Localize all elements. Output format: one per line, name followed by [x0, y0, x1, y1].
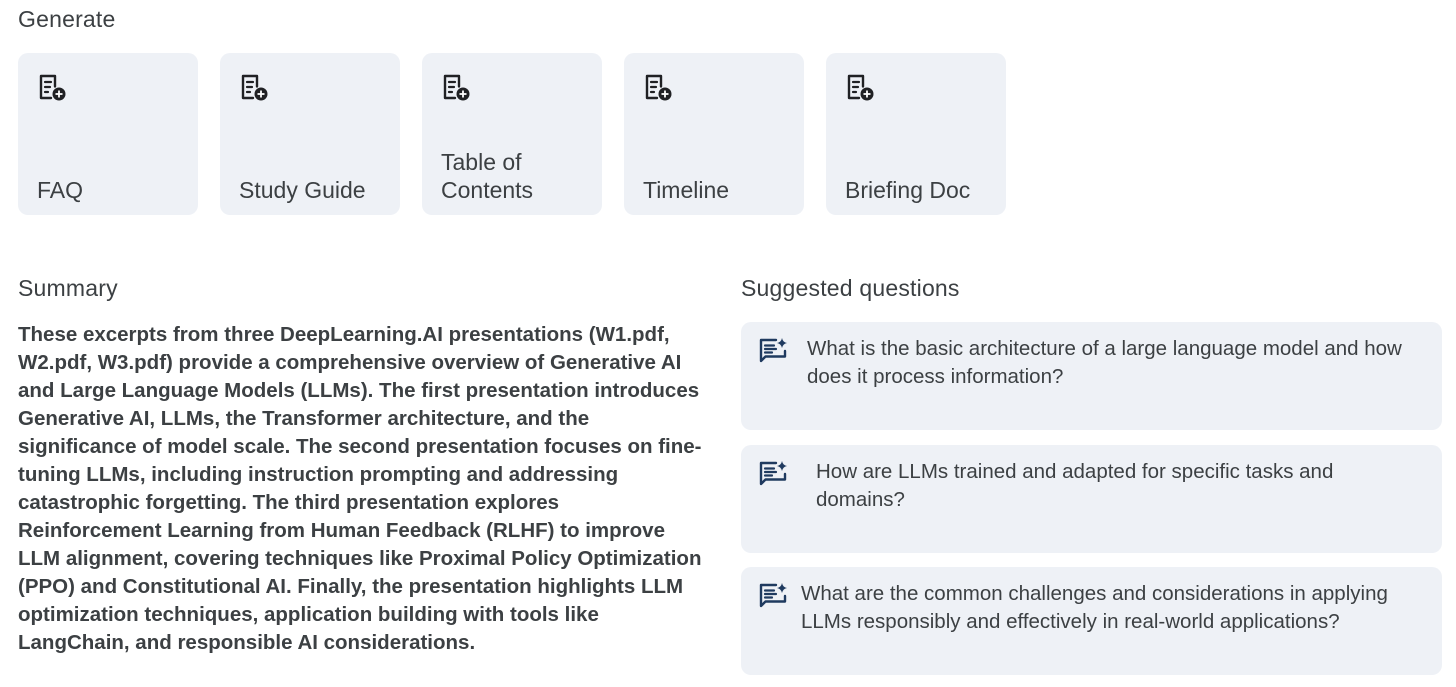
faq-card-label: FAQ — [37, 177, 84, 203]
suggested-question-1[interactable] — [741, 322, 1442, 430]
timeline-card-label: Timeline — [643, 177, 730, 203]
note-add-icon — [442, 73, 472, 103]
note-add-icon — [38, 73, 68, 103]
faq-card[interactable] — [18, 53, 198, 215]
generate-section-title: Generate — [18, 6, 116, 32]
summary-section-title: Summary — [18, 275, 118, 301]
suggested-question-2[interactable] — [741, 445, 1442, 553]
note-add-icon — [240, 73, 270, 103]
study-guide-card-label: Study Guide — [239, 177, 366, 203]
note-add-icon — [644, 73, 674, 103]
suggested-question-3[interactable] — [741, 567, 1442, 675]
briefing-doc-card-label: Briefing Doc — [845, 177, 971, 203]
table-of-contents-card[interactable] — [422, 53, 602, 215]
timeline-card[interactable] — [624, 53, 804, 215]
chat-spark-icon — [757, 459, 789, 491]
suggested-question-text: What is the basic architecture of a large language model and how does it process information? — [807, 337, 1402, 388]
summary-text: These excerpts from three DeepLearning.AI presentations (W1.pdf, W2.pdf, W3.pdf) provide a comprehensive overview of Generative AI and Large Language Models (LLMs). The first presentation introduces Generative AI, LLMs, the Transformer architecture, and the significance of model scale. The second presentation focuses on fine-tuning LLMs, including instruction prompting and addressing catastrophic forgetting. The third presentation explores Reinforcement Learning from Human Feedback (RLHF) to improve LLM alignment, covering techniques like Proximal Policy Optimization (PPO) and Constitutional AI. Finally, the presentation highlights LLM optimization techniques, application building with tools like LangChain, and responsible AI considerations. — [18, 323, 702, 654]
suggested-questions-title: Suggested questions — [741, 275, 960, 301]
generate-cards — [18, 53, 1006, 215]
briefing-doc-card[interactable] — [826, 53, 1006, 215]
study-guide-card[interactable] — [220, 53, 400, 215]
suggested-question-text: How are LLMs trained and adapted for specific tasks and domains? — [816, 460, 1334, 511]
chat-spark-icon — [757, 581, 789, 613]
note-add-icon — [846, 73, 876, 103]
suggested-question-text: What are the common challenges and considerations in applying LLMs responsibly and effectively in real-world applications? — [801, 582, 1388, 633]
chat-spark-icon — [757, 336, 789, 368]
table-of-contents-card-label: Table of Contents — [441, 149, 534, 203]
